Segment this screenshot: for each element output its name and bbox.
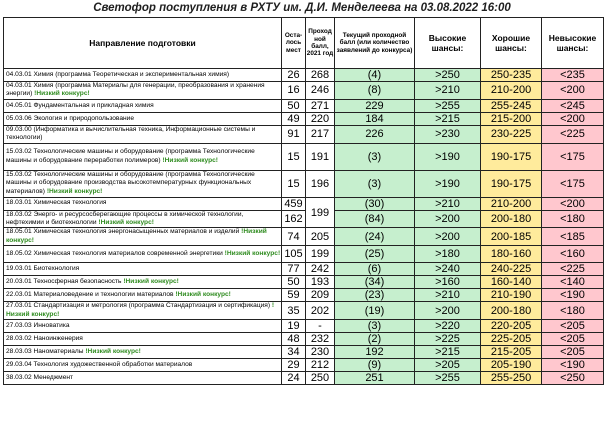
direction-name [4,197,282,210]
current-score-cell: (34) [335,276,415,289]
low-contest-badge: !Низкий конкурс! [162,156,218,164]
table-row [4,143,604,170]
direction-name [4,210,282,228]
low-chance-cell: <235 [542,69,604,82]
direction-name [4,276,282,289]
low-contest-badge: !Низкий конкурс! [46,187,103,195]
page-title: Светофор поступления в РХТУ им. Д.И. Менделеева на 03.08.2022 16:00 [93,2,511,14]
direction-label: 22.03.01 Материаловедение и технологии материалов [6,291,174,299]
good-chance-cell: 210-200 [481,197,542,210]
current-score-cell: (6) [335,263,415,276]
low-chance-cell: <180 [542,210,604,228]
score-2021-cell: 202 [306,302,335,320]
good-chance-cell: 250-235 [481,69,542,82]
direction-name [4,320,282,333]
high-chance-cell: >180 [415,246,481,263]
table-row [4,99,604,112]
table-row [4,302,604,320]
seats-cell: 26 [282,69,306,82]
table-row [4,263,604,276]
good-chance-cell: 200-180 [481,302,542,320]
table-row [4,276,604,289]
score-2021-cell: 209 [306,289,335,302]
high-chance-cell: >190 [415,170,481,197]
seats-cell: 16 [282,82,306,100]
current-score-cell: (23) [335,289,415,302]
low-chance-cell: <205 [542,333,604,346]
low-chance-cell: <200 [542,197,604,210]
high-chance-cell: >210 [415,197,481,210]
high-chance-cell: >250 [415,69,481,82]
direction-label: 15.03.02 Технологические машины и оборудование (программа Технологические машины и оборудование переработки полимеров) [6,148,255,164]
low-contest-badge: !Низкий конкурс! [98,219,154,227]
current-score-cell: (3) [335,143,415,170]
good-chance-cell: 190-175 [481,143,542,170]
low-chance-cell: <245 [542,99,604,112]
low-chance-cell: <250 [542,372,604,385]
low-chance-cell: <200 [542,112,604,125]
current-score-cell: (3) [335,170,415,197]
low-chance-cell: <175 [542,143,604,170]
good-chance-cell: 210-190 [481,289,542,302]
good-chance-cell: 225-205 [481,333,542,346]
high-chance-cell: >160 [415,276,481,289]
good-chance-cell: 240-225 [481,263,542,276]
current-score-cell: 229 [335,99,415,112]
high-chance-cell: >200 [415,228,481,246]
admission-table [3,17,604,385]
seats-cell: 15 [282,170,306,197]
seats-cell: 162 [282,210,306,228]
table-row [4,197,604,210]
direction-name [4,263,282,276]
current-score-cell: (8) [335,82,415,100]
seats-cell: 74 [282,228,306,246]
direction-name [4,302,282,320]
good-chance-cell: 215-200 [481,112,542,125]
table-row [4,359,604,372]
low-chance-cell: <205 [542,346,604,359]
seats-cell: 35 [282,302,306,320]
seats-cell: 48 [282,333,306,346]
low-chance-cell: <190 [542,289,604,302]
score-2021-cell: 199 [306,246,335,263]
current-score-cell: (4) [335,69,415,82]
direction-label: 05.03.06 Экология и природопользование [6,114,135,122]
seats-cell: 459 [282,197,306,210]
seats-cell: 49 [282,112,306,125]
good-chance-cell: 215-205 [481,346,542,359]
high-chance-cell: >215 [415,112,481,125]
low-contest-badge: !Низкий конкурс! [85,347,141,355]
seats-cell: 15 [282,143,306,170]
low-chance-cell: <175 [542,170,604,197]
low-contest-badge: !Низкий конкурс! [6,228,267,244]
low-contest-badge: !Низкий конкурс! [123,278,179,286]
low-contest-badge: !Низкий конкурс! [224,250,281,258]
header-direction: Направление подготовки [4,18,282,69]
direction-label: 04.05.01 Фундаментальная и прикладная химия [6,101,154,109]
direction-name [4,125,282,143]
current-score-cell: (24) [335,228,415,246]
high-chance-cell: >255 [415,372,481,385]
direction-name [4,359,282,372]
direction-name [4,170,282,197]
direction-name [4,372,282,385]
low-contest-badge: !Низкий конкурс! [34,90,90,98]
header-good-chance: Хорошие шансы: [481,18,542,69]
high-chance-cell: >255 [415,99,481,112]
current-score-cell: 192 [335,346,415,359]
table-row [4,210,604,228]
low-chance-cell: <140 [542,276,604,289]
high-chance-cell: >200 [415,302,481,320]
current-score-cell: (2) [335,333,415,346]
table-row [4,320,604,333]
seats-cell: 77 [282,263,306,276]
table-row [4,228,604,246]
direction-label: 18.03.01 Химическая технология [6,199,107,207]
seats-cell: 50 [282,99,306,112]
low-chance-cell: <185 [542,228,604,246]
table-row [4,372,604,385]
direction-label: 18.05.01 Химическая технология энергонасыщенных материалов и изделий [6,228,240,236]
header-high-chance: Высокие шансы: [415,18,481,69]
score-2021-cell: 217 [306,125,335,143]
score-2021-cell: 230 [306,346,335,359]
direction-name [4,289,282,302]
direction-label: 04.03.01 Химия (программа Материалы для генерации, преобразования и хранения энергии) [6,82,265,98]
table-row [4,69,604,82]
score-2021-cell: - [306,320,335,333]
seats-cell: 34 [282,346,306,359]
current-score-cell: 226 [335,125,415,143]
direction-name [4,246,282,263]
direction-label: 20.03.01 Техносферная безопасность [6,278,122,286]
score-2021-cell: 193 [306,276,335,289]
current-score-cell: (3) [335,320,415,333]
direction-label: 04.03.01 Химия (программа Теоретическая и экспериментальная химия) [6,70,230,78]
score-2021-cell: 246 [306,82,335,100]
direction-label: 28.03.03 Наноматериалы [6,347,84,355]
score-2021-cell: 271 [306,99,335,112]
current-score-cell: (84) [335,210,415,228]
header-score-2021: Проход ной балл, 2021 год [306,18,335,69]
table-row [4,170,604,197]
current-score-cell: 184 [335,112,415,125]
low-chance-cell: <225 [542,263,604,276]
header-low-chance: Невысокие шансы: [542,18,604,69]
direction-label: 38.03.02 Менеджмент [6,373,74,381]
direction-name [4,333,282,346]
low-chance-cell: <225 [542,125,604,143]
high-chance-cell: >225 [415,333,481,346]
current-score-cell: (19) [335,302,415,320]
table-row [4,289,604,302]
table-row [4,333,604,346]
high-chance-cell: >210 [415,289,481,302]
score-2021-cell: 205 [306,228,335,246]
current-score-cell: (25) [335,246,415,263]
good-chance-cell: 230-225 [481,125,542,143]
direction-label: 15.03.02 Технологические машины и оборудование (программа Технологические машины и оборудование производства высокотемпературных функциональных материалов) [6,171,255,195]
seats-cell: 91 [282,125,306,143]
high-chance-cell: >210 [415,82,481,100]
high-chance-cell: >230 [415,125,481,143]
score-2021-cell: 196 [306,170,335,197]
direction-name [4,346,282,359]
seats-cell: 59 [282,289,306,302]
score-2021-cell: 199 [306,197,335,228]
current-score-cell: (30) [335,197,415,210]
score-2021-cell: 250 [306,372,335,385]
header-seats: Оста-лось мест [282,18,306,69]
header-row [4,18,604,69]
direction-label: 19.03.01 Биотехнология [6,265,80,273]
direction-name [4,143,282,170]
good-chance-cell: 210-200 [481,82,542,100]
direction-label: 28.03.02 Наноинженерия [6,334,83,342]
header-current-score: Текущий проходной балл (или количество заявлений до конкурса) [335,18,415,69]
seats-cell: 24 [282,372,306,385]
good-chance-cell: 255-245 [481,99,542,112]
low-chance-cell: <180 [542,302,604,320]
table-row [4,246,604,263]
low-chance-cell: <160 [542,246,604,263]
seats-cell: 19 [282,320,306,333]
low-contest-badge: !Низкий конкурс! [175,291,231,299]
current-score-cell: (9) [335,359,415,372]
current-score-cell: 251 [335,372,415,385]
seats-cell: 50 [282,276,306,289]
good-chance-cell: 255-250 [481,372,542,385]
table-row [4,82,604,100]
direction-name [4,112,282,125]
direction-name [4,228,282,246]
seats-cell: 29 [282,359,306,372]
good-chance-cell: 180-160 [481,246,542,263]
direction-name [4,82,282,100]
good-chance-cell: 200-185 [481,228,542,246]
high-chance-cell: >215 [415,346,481,359]
good-chance-cell: 190-175 [481,170,542,197]
good-chance-cell: 160-140 [481,276,542,289]
seats-cell: 105 [282,246,306,263]
high-chance-cell: >240 [415,263,481,276]
high-chance-cell: >220 [415,320,481,333]
direction-label: 18.03.02 Энерго- и ресурсосберегающие процессы в химической технологии, нефтехимии и биотехнологии [6,210,244,227]
direction-name [4,69,282,82]
low-chance-cell: <205 [542,320,604,333]
high-chance-cell: >200 [415,210,481,228]
good-chance-cell: 205-190 [481,359,542,372]
high-chance-cell: >190 [415,143,481,170]
score-2021-cell: 220 [306,112,335,125]
table-row [4,125,604,143]
direction-label: 27.03.01 Стандартизация и метрология (программа Стандартизация и сертификация) [6,302,271,310]
score-2021-cell: 191 [306,143,335,170]
low-contest-badge: !Низкий конкурс! [6,302,275,318]
direction-label: 27.03.03 Инноватика [6,321,70,329]
table-row [4,112,604,125]
score-2021-cell: 232 [306,333,335,346]
low-chance-cell: <200 [542,82,604,100]
direction-label: 29.03.04 Технология художественной обработки материалов [6,360,193,368]
table-row [4,346,604,359]
direction-label: 18.05.02 Химическая технология материалов современной энергетики [6,250,223,258]
direction-label: 09.03.00 (Информатика и вычислительная техника, Информационные системы и технологии) [6,125,256,142]
good-chance-cell: 220-205 [481,320,542,333]
score-2021-cell: 242 [306,263,335,276]
high-chance-cell: >205 [415,359,481,372]
score-2021-cell: 268 [306,69,335,82]
good-chance-cell: 200-180 [481,210,542,228]
score-2021-cell: 212 [306,359,335,372]
direction-name [4,99,282,112]
low-chance-cell: <190 [542,359,604,372]
